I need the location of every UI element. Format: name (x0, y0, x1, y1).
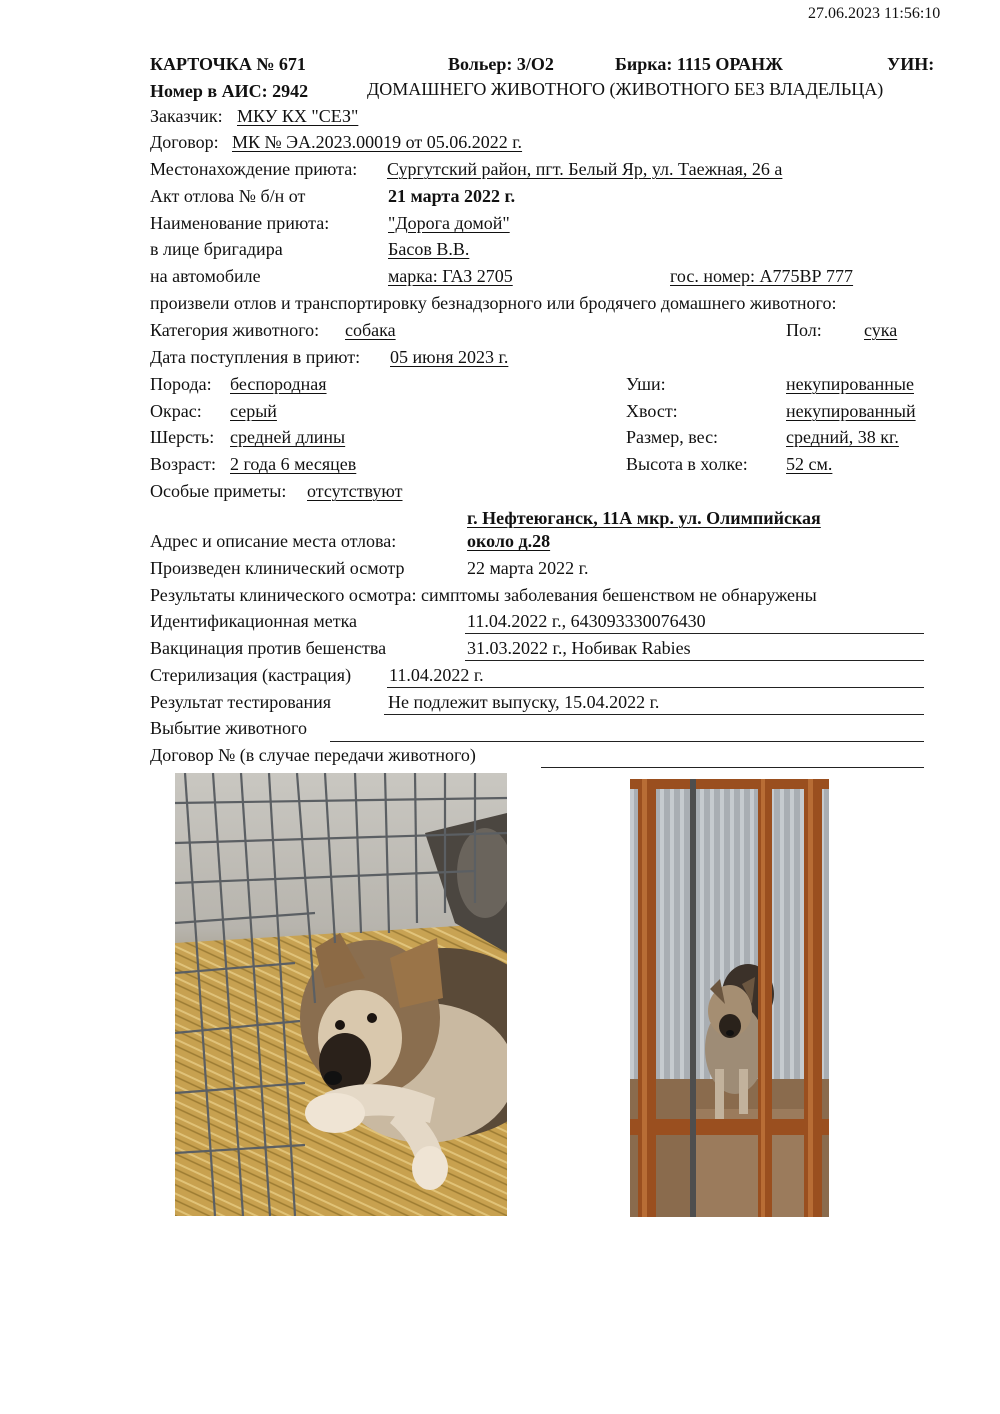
sterilization-label: Стерилизация (кастрация) (150, 665, 352, 685)
foreman-value: Басов В.В. (388, 239, 470, 259)
exam-value: 22 марта 2022 г. (467, 558, 589, 578)
height-value: 52 см. (786, 454, 833, 474)
coat-value: средней длины (230, 427, 346, 447)
category-value: собака (345, 320, 396, 340)
vaccine-value: 31.03.2022 г., Нобивак Rabies (467, 638, 691, 658)
vaccine-label: Вакцинация против бешенства (150, 638, 387, 658)
address-label: Адрес и описание места отлова: (150, 531, 397, 551)
dog-photo-enclosure (630, 779, 829, 1217)
ears-value: некупированные (786, 374, 914, 394)
test-value: Не подлежит выпуску, 15.04.2022 г. (388, 692, 660, 712)
capture-statement: произвели отлов и транспортировку безнадзорного или бродячего домашнего животного: (150, 293, 837, 313)
foreman-label: в лице бригадира (150, 239, 283, 259)
tail-label: Хвост: (626, 401, 678, 421)
breed-value: беспородная (230, 374, 327, 394)
marks-value: отсутствуют (307, 481, 403, 501)
arrival-label: Дата поступления в приют: (150, 347, 361, 367)
sex-value: сука (864, 320, 898, 340)
breed-label: Порода: (150, 374, 212, 394)
marks-label: Особые приметы: (150, 481, 287, 501)
address-line1: г. Нефтеюганск, 11А мкр. ул. Олимпийская (467, 508, 821, 528)
departure-underline (330, 741, 924, 742)
tail-value: некупированный (786, 401, 916, 421)
test-label: Результат тестирования (150, 692, 331, 712)
size-label: Размер, вес: (626, 427, 719, 447)
shelter-name-label: Наименование приюта: (150, 213, 330, 233)
category-label: Категория животного: (150, 320, 320, 340)
exam-label: Произведен клинический осмотр (150, 558, 405, 578)
exam-result: Результаты клинического осмотра: симптомы заболевания бешенством не обнаружены (150, 585, 817, 605)
id-label: Идентификационная метка (150, 611, 358, 631)
shelter-name-value: "Дорога домой" (388, 213, 510, 233)
card-number: КАРТОЧКА № 671 (150, 54, 306, 74)
ais-number: Номер в АИС: 2942 (150, 81, 309, 101)
arrival-value: 05 июня 2023 г. (390, 347, 509, 367)
coat-label: Шерсть: (150, 427, 215, 447)
capture-act-date: 21 марта 2022 г. (388, 186, 516, 206)
transfer-underline (541, 767, 924, 768)
ears-label: Уши: (626, 374, 666, 394)
uin: УИН: (887, 54, 935, 74)
color-value: серый (230, 401, 277, 421)
shelter-location-label: Местонахождение приюта: (150, 159, 358, 179)
vaccine-underline (465, 660, 924, 661)
shelter-location-value: Сургутский район, пгт. Белый Яр, ул. Таежная, 26 а (387, 159, 783, 179)
id-underline (465, 633, 924, 634)
customer-label: Заказчик: (150, 106, 223, 126)
age-label: Возраст: (150, 454, 216, 474)
vehicle-plate: гос. номер: А775ВР 777 (670, 266, 854, 286)
capture-act-label: Акт отлова № б/н от (150, 186, 306, 206)
card-subtitle: ДОМАШНЕГО ЖИВОТНОГО (ЖИВОТНОГО БЕЗ ВЛАДЕЛЬЦА) (367, 79, 884, 99)
vehicle-make: марка: ГАЗ 2705 (388, 266, 513, 286)
tag-number: Бирка: 1115 ОРАНЖ (615, 54, 783, 74)
sterilization-value: 11.04.2022 г. (389, 665, 484, 685)
height-label: Высота в холке: (626, 454, 748, 474)
vehicle-label: на автомобиле (150, 266, 261, 286)
id-value: 11.04.2022 г., 643093330076430 (467, 611, 706, 631)
age-value: 2 года 6 месяцев (230, 454, 357, 474)
address-line2: около д.28 (467, 531, 551, 551)
color-label: Окрас: (150, 401, 202, 421)
enclosure: Вольер: 3/О2 (448, 54, 554, 74)
sterilization-underline (387, 687, 924, 688)
sex-label: Пол: (786, 320, 822, 340)
dog-photo-cage-straw (175, 773, 507, 1216)
size-value: средний, 38 кг. (786, 427, 899, 447)
test-underline (384, 714, 924, 715)
departure-label: Выбытие животного (150, 718, 307, 738)
timestamp: 27.06.2023 11:56:10 (808, 5, 941, 22)
contract-value: МК № ЭА.2023.00019 от 05.06.2022 г. (232, 132, 523, 152)
contract-label: Договор: (150, 132, 219, 152)
customer-value: МКУ КХ "СЕЗ" (237, 106, 359, 126)
transfer-label: Договор № (в случае передачи животного) (150, 745, 476, 765)
